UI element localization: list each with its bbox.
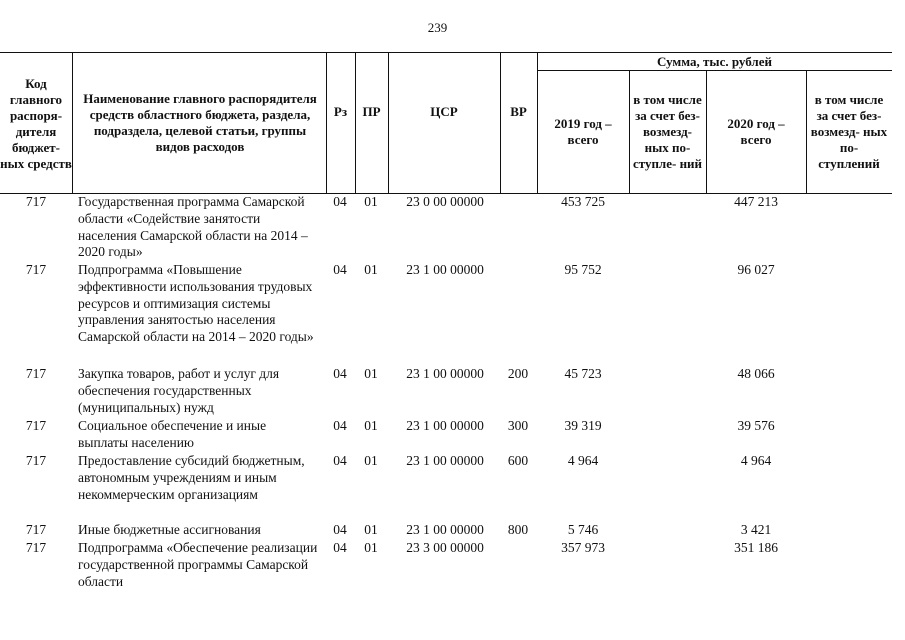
cell-pr: 01 [364, 418, 378, 433]
cell-rz: 04 [333, 418, 347, 433]
header-pr: ПР [362, 104, 381, 119]
cell-2019-total: 357 973 [561, 540, 605, 555]
cell-pr: 01 [364, 366, 378, 381]
cell-name: Подпрограмма «Повышение эффективности использования трудовых ресурсов и оптимизация системы управления занятостью населения Самарской области на 2014 – 2020 годы» [78, 262, 314, 345]
cell-rz: 04 [333, 366, 347, 381]
cell-pr: 01 [364, 522, 378, 537]
col-divider [706, 70, 707, 194]
cell-code: 717 [25, 453, 47, 468]
cell-name: Социальное обеспечение и иные выплаты населению [78, 418, 267, 450]
cell-2019-total: 95 752 [564, 262, 602, 277]
cell-rz: 04 [333, 194, 347, 209]
cell-pr: 01 [364, 540, 378, 555]
cell-name: Государственная программа Самарской области «Содействие занятости населения Самарской области на 2014 – 2020 годы» [78, 194, 308, 260]
cell-2019-total: 453 725 [561, 194, 605, 209]
cell-csr: 23 1 00 00000 [406, 262, 484, 277]
cell-name: Закупка товаров, работ и услуг для обеспечения государственных (муниципальных) нужд [78, 366, 280, 415]
header-code: Код главного распоря- дителя бюджет- ных средств [0, 76, 72, 171]
cell-code: 717 [25, 194, 47, 209]
cell-vr: 200 [507, 366, 529, 381]
header-2019-grants: в том числе за счет без- возмезд- ных по- ступле- ний [632, 92, 703, 171]
cell-2020-total: 351 186 [734, 540, 778, 555]
cell-2020-total: 447 213 [734, 194, 778, 209]
cell-rz: 04 [333, 453, 347, 468]
col-divider [72, 52, 73, 194]
page-number: 239 [427, 20, 448, 35]
cell-csr: 23 1 00 00000 [406, 418, 484, 433]
cell-csr: 23 1 00 00000 [406, 522, 484, 537]
col-divider [629, 70, 630, 194]
table-header [0, 52, 892, 194]
cell-pr: 01 [364, 262, 378, 277]
col-divider [537, 52, 538, 194]
header-sum: Сумма, тыс. рублей [657, 53, 772, 69]
col-divider [806, 70, 807, 194]
cell-name: Иные бюджетные ассигнования [78, 522, 261, 537]
header-vr: ВР [510, 104, 527, 119]
header-name: Наименование главного распорядителя средств областного бюджета, раздела, подраздела, целевой статьи, группы видов расходов [83, 90, 317, 154]
cell-pr: 01 [364, 194, 378, 209]
col-divider [355, 52, 356, 194]
cell-2019-total: 45 723 [564, 366, 602, 381]
header-rz: Рз [333, 104, 348, 119]
cell-name: Подпрограмма «Обеспечение реализации государственной программы Самарской области [78, 540, 318, 589]
cell-code: 717 [25, 262, 47, 277]
cell-pr: 01 [364, 453, 378, 468]
header-2020-total: 2020 год – всего [727, 116, 785, 147]
cell-code: 717 [25, 418, 47, 433]
col-divider [388, 52, 389, 194]
header-2019-total: 2019 год – всего [554, 116, 612, 147]
cell-vr: 300 [507, 418, 529, 433]
cell-2020-total: 4 964 [740, 453, 772, 468]
cell-2020-total: 96 027 [737, 262, 775, 277]
cell-2019-total: 4 964 [567, 453, 599, 468]
cell-2019-total: 5 746 [567, 522, 599, 537]
cell-rz: 04 [333, 540, 347, 555]
cell-code: 717 [25, 540, 47, 555]
cell-2019-total: 39 319 [564, 418, 602, 433]
col-divider [326, 52, 327, 194]
cell-rz: 04 [333, 262, 347, 277]
cell-csr: 23 1 00 00000 [406, 366, 484, 381]
cell-vr: 600 [507, 453, 529, 468]
cell-2020-total: 39 576 [737, 418, 775, 433]
header-csr: ЦСР [430, 104, 458, 119]
cell-code: 717 [25, 522, 47, 537]
cell-csr: 23 0 00 00000 [406, 194, 484, 209]
cell-vr: 800 [507, 522, 529, 537]
cell-2020-total: 3 421 [740, 522, 772, 537]
cell-2020-total: 48 066 [737, 366, 775, 381]
cell-csr: 23 1 00 00000 [406, 453, 484, 468]
cell-csr: 23 3 00 00000 [406, 540, 484, 555]
col-divider [500, 52, 501, 194]
header-2020-grants: в том числе за счет без- возмезд- ных по- ступлений [810, 92, 888, 171]
cell-code: 717 [25, 366, 47, 381]
cell-name: Предоставление субсидий бюджетным, автономным учреждениям и иным некоммерческим организациям [78, 453, 305, 502]
cell-rz: 04 [333, 522, 347, 537]
